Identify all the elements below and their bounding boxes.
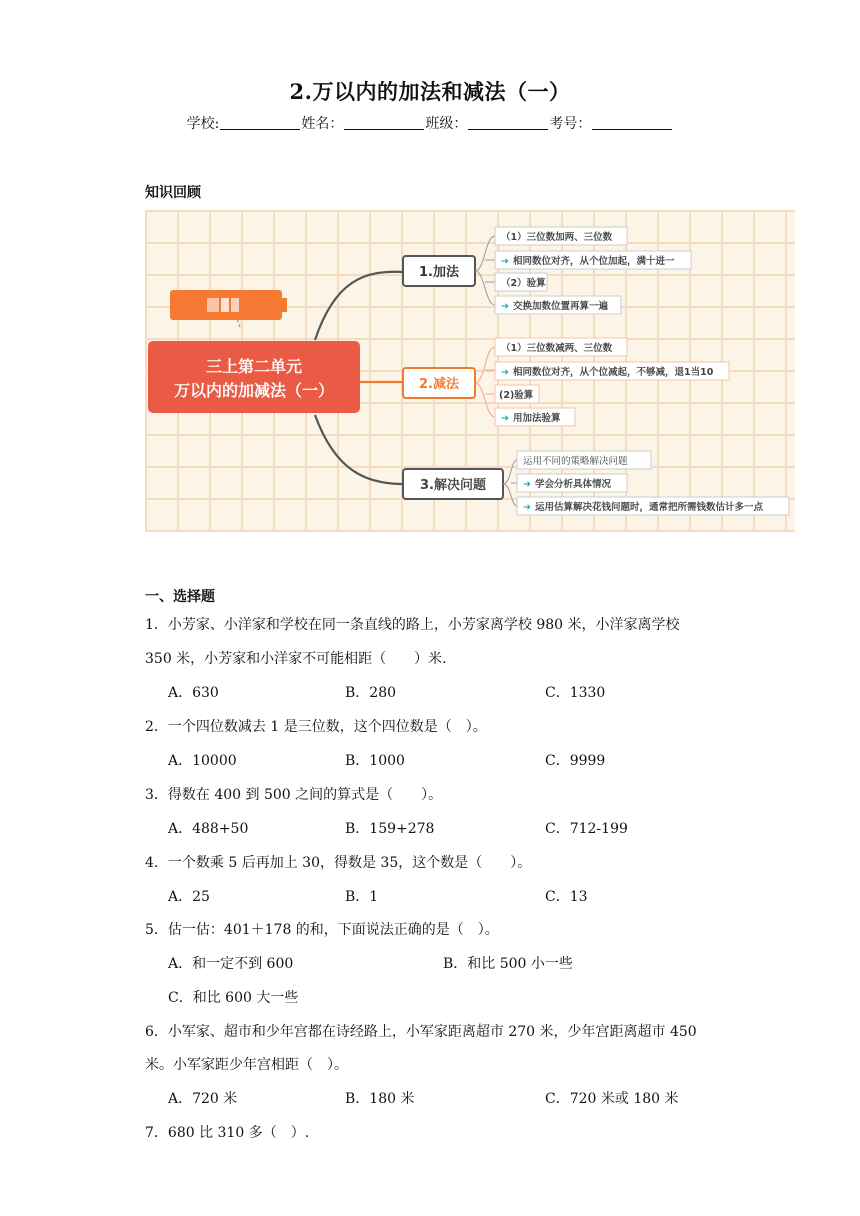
question-2-option-c[interactable]: C．9999 (545, 753, 606, 769)
branch3-label: 3.解决问题 (420, 478, 486, 493)
question-7-line1: 7．680 比 310 多（ ）. (145, 1125, 310, 1141)
question-6-option-c[interactable]: C．720 米或 180 米 (545, 1091, 679, 1107)
question-4-option-c[interactable]: C．13 (545, 889, 588, 905)
question-4-option-b[interactable]: B．1 (345, 889, 379, 905)
branch1-item4: 交换加数位置再算一遍 (513, 301, 609, 312)
svg-text:➔: ➔ (501, 301, 509, 312)
branch1-item2: 相同数位对齐，从个位加起，满十进一 (513, 256, 675, 267)
class-label: 班级： (425, 116, 468, 132)
question-3-option-b[interactable]: B．159+278 (345, 821, 435, 837)
number-blank[interactable] (592, 116, 672, 130)
question-3-option-a[interactable]: A．488+50 (168, 821, 249, 837)
svg-text:➔: ➔ (523, 479, 531, 490)
question-6-line2: 米。小军家距少年宫相距（ ）。 (145, 1057, 348, 1073)
branch2-label: 2.减法 (419, 377, 459, 392)
student-info-line (0, 113, 860, 133)
question-2-option-b[interactable]: B．1000 (345, 753, 405, 769)
branch2-item3: (2)验算 (499, 390, 534, 401)
question-2-option-a[interactable]: A．10000 (168, 753, 237, 769)
class-blank[interactable] (468, 116, 548, 130)
branch1-item1: （1）三位数加两、三位数 (501, 232, 613, 243)
name-blank[interactable] (344, 116, 424, 130)
school-blank[interactable] (220, 116, 300, 130)
question-1-line1: 1．小芳家、小洋家和学校在同一条直线的路上，小芳家离学校 980 米，小洋家离学校 (145, 617, 680, 633)
review-heading: 知识回顾 (145, 185, 201, 201)
svg-text:➔: ➔ (501, 413, 509, 424)
branch3-item2: 学会分析具体情况 (535, 479, 612, 490)
branch2-item2: 相同数位对齐，从个位减起，不够减，退1当10 (513, 367, 714, 378)
center-line2: 万以内的加减法（一） (173, 381, 335, 400)
name-label: 姓名： (301, 116, 344, 132)
branch2-item1: （1）三位数减两、三位数 (501, 343, 613, 354)
question-4-line1: 4．一个数乘 5 后再加上 30，得数是 35，这个数是（ ）。 (145, 855, 532, 871)
question-1-option-b[interactable]: B．280 (345, 685, 397, 701)
number-label: 考号： (549, 116, 592, 132)
question-5-option-a[interactable]: A．和一定不到 600 (168, 956, 294, 972)
question-3-option-c[interactable]: C．712-199 (545, 821, 628, 837)
question-4-option-a[interactable]: A．25 (168, 889, 210, 905)
question-1-line2: 350 米，小芳家和小洋家不可能相距（ ）米. (145, 651, 447, 667)
svg-text:➔: ➔ (501, 256, 509, 267)
question-5-line1: 5．估一估：401＋178 的和，下面说法正确的是（ ）。 (145, 922, 499, 938)
page-title: 2.万以内的加法和减法（一） (289, 79, 571, 104)
question-1-option-c[interactable]: C．1330 (545, 685, 606, 701)
branch2-item4: 用加法验算 (513, 413, 561, 424)
center-line1: 三上第二单元 (205, 357, 303, 376)
question-5-option-b[interactable]: B．和比 500 小一些 (443, 956, 573, 972)
mindmap-center-node (148, 341, 360, 413)
question-1-option-a[interactable]: A．630 (168, 685, 219, 701)
branch3-item1: 运用不同的策略解决问题 (523, 456, 628, 467)
question-6-line1: 6．小军家、超市和少年宫都在诗经路上，小军家距离超市 270 米，少年宫距离超市 450 (145, 1024, 697, 1040)
question-2-line1: 2．一个四位数减去 1 是三位数，这个四位数是（ ）。 (145, 719, 487, 735)
section1-heading: 一、选择题 (145, 589, 215, 605)
school-label: 学校: (186, 116, 220, 132)
question-3-line1: 3．得数在 400 到 500 之间的算式是（ ）。 (145, 787, 443, 803)
branch1-item3: （2）验算 (501, 278, 546, 289)
question-5-option-c[interactable]: C．和比 600 大一些 (168, 990, 299, 1006)
svg-text:➔: ➔ (523, 502, 531, 513)
branch3-item3: 运用估算解决花钱问题时，通常把所需钱数估计多一点 (535, 502, 764, 513)
question-6-option-b[interactable]: B．180 米 (345, 1091, 415, 1107)
knowledge-mindmap (145, 210, 795, 532)
branch1-label: 1.加法 (419, 265, 459, 280)
question-6-option-a[interactable]: A．720 米 (168, 1091, 238, 1107)
svg-text:➔: ➔ (501, 367, 509, 378)
